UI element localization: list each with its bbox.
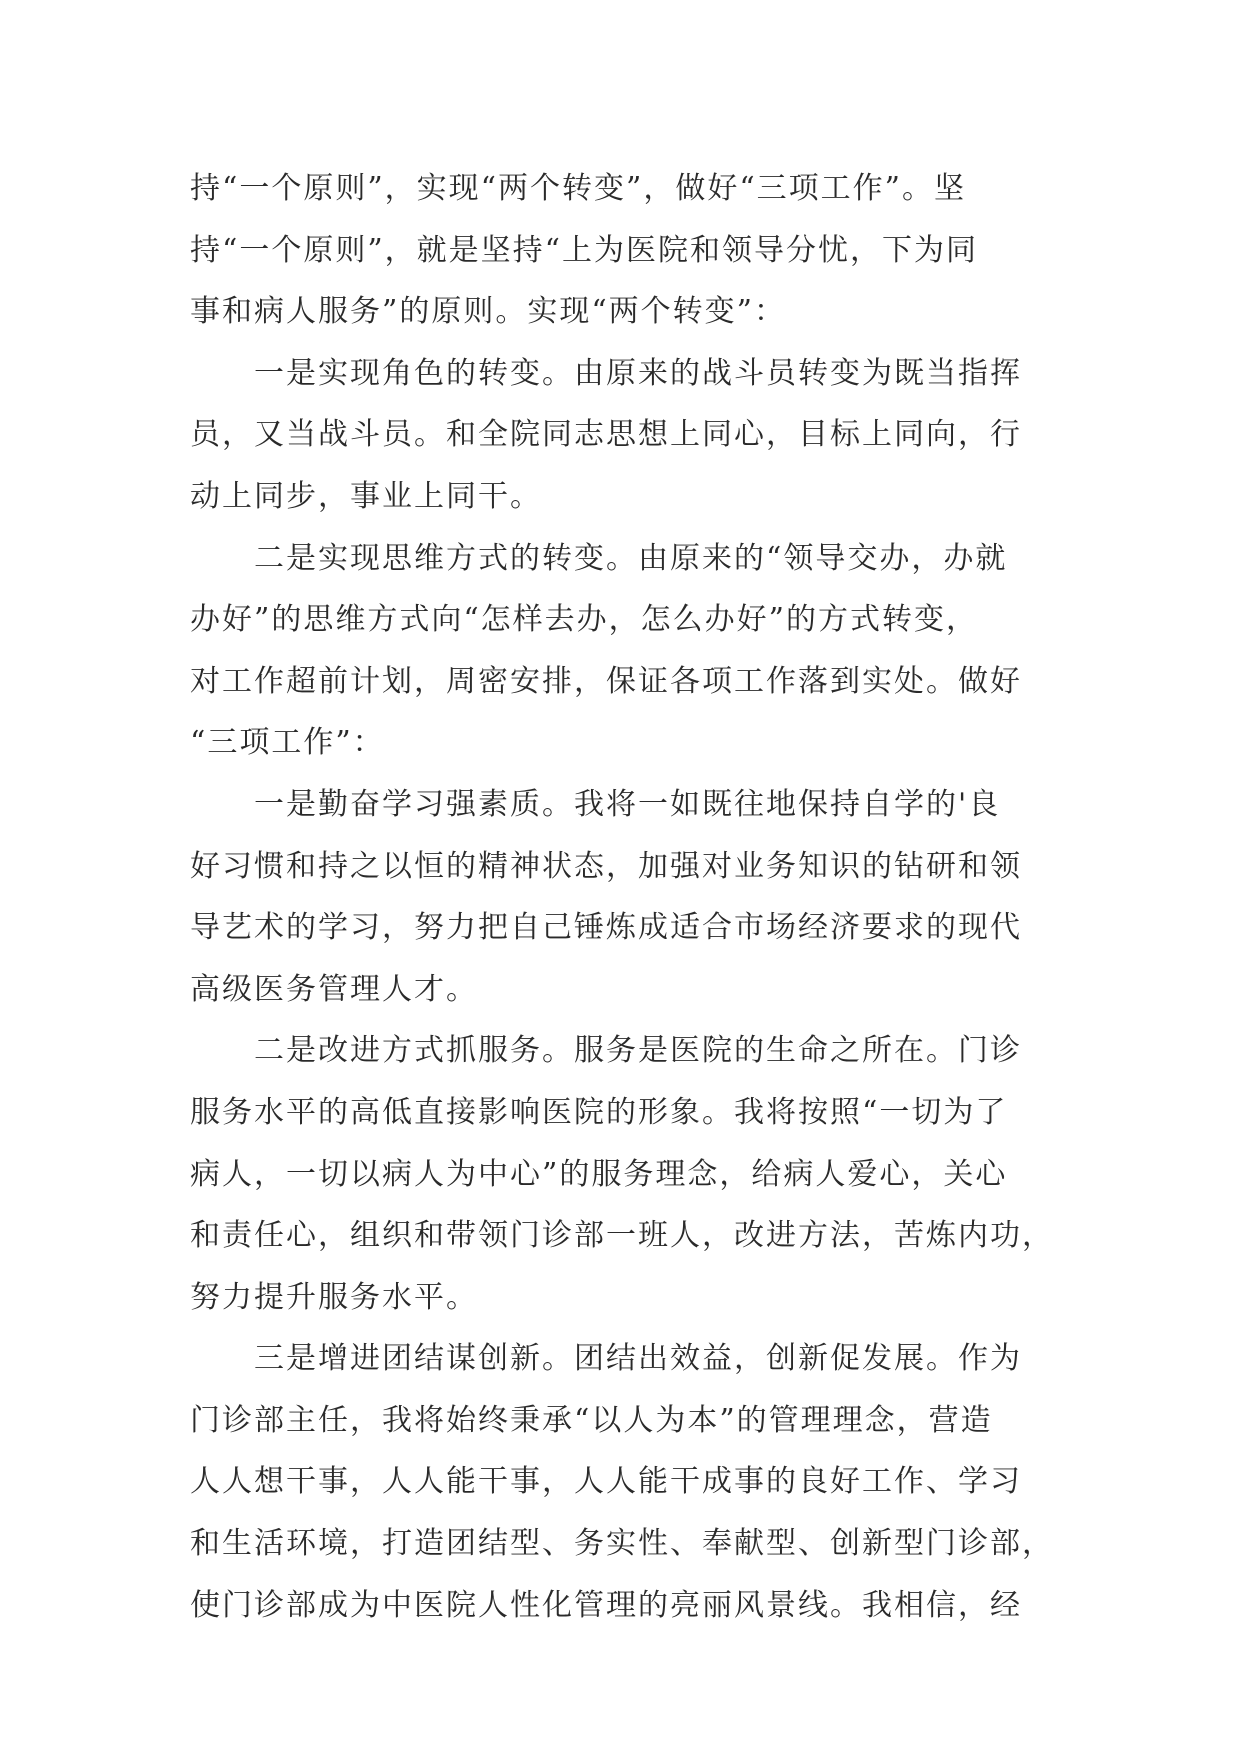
text-line: 二是实现思维方式的转变。由原来的“领导交办，办就 <box>254 540 1008 576</box>
text-line: 和责任心，组织和带领门诊部一班人，改进方法，苦炼内功， <box>190 1218 1054 1254</box>
text-line: 努力提升服务水平。 <box>190 1279 478 1315</box>
text-line: 病人，一切以病人为中心”的服务理念，给病人爱心，关心 <box>190 1156 1008 1192</box>
text-line: 高级医务管理人才。 <box>190 971 478 1007</box>
text-line: 使门诊部成为中医院人性化管理的亮丽风景线。我相信，经 <box>190 1587 1022 1623</box>
text-line: 一是实现角色的转变。由原来的战斗员转变为既当指挥 <box>254 355 1022 391</box>
text-line: 和生活环境，打造团结型、务实性、奉献型、创新型门诊部， <box>190 1526 1054 1562</box>
text-line: 人人想干事，人人能干事，人人能干成事的良好工作、学习 <box>190 1464 1022 1500</box>
document-body <box>190 158 1060 1636</box>
text-line: 好习惯和持之以恒的精神状态，加强对业务知识的钻研和领 <box>190 848 1022 884</box>
text-line: 一是勤奋学习强素质。我将一如既往地保持自学的'良 <box>254 786 1001 822</box>
text-line: 门诊部主任，我将始终秉承“以人为本”的管理理念，营造 <box>190 1402 993 1438</box>
text-line: 员，又当战斗员。和全院同志思想上同心，目标上同向，行 <box>190 417 1022 453</box>
text-line: 二是改进方式抓服务。服务是医院的生命之所在。门诊 <box>254 1033 1022 1069</box>
text-line: 办好”的思维方式向“怎样去办，怎么办好”的方式转变， <box>190 602 979 638</box>
text-line: 持“一个原则”，就是坚持“上为医院和领导分忧，下为同 <box>190 232 979 268</box>
text-line: 事和病人服务”的原则。实现“两个转变”： <box>190 294 787 330</box>
text-line: 三是增进团结谋创新。团结出效益，创新促发展。作为 <box>254 1341 1022 1377</box>
text-line: 动上同步，事业上同干。 <box>190 478 542 514</box>
text-line: 服务水平的高低直接影响医院的形象。我将按照“一切为了 <box>190 1094 1008 1130</box>
text-line: “三项工作”： <box>190 725 385 761</box>
text-line: 导艺术的学习，努力把自己锤炼成适合市场经济要求的现代 <box>190 910 1022 946</box>
text-line: 持“一个原则”，实现“两个转变”，做好“三项工作”。坚 <box>190 171 967 206</box>
text-line: 对工作超前计划，周密安排，保证各项工作落到实处。做好 <box>190 663 1022 699</box>
